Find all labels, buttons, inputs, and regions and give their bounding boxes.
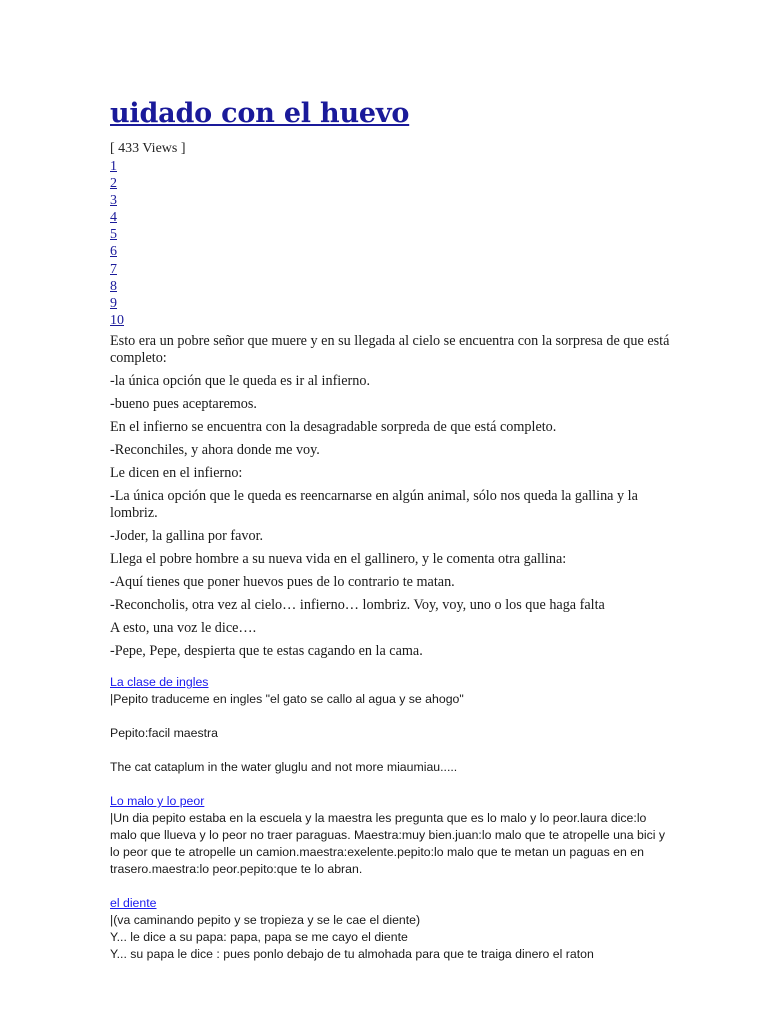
page-link-8[interactable]: 8 bbox=[110, 278, 117, 294]
page-link-7[interactable]: 7 bbox=[110, 261, 117, 277]
page-link-9[interactable]: 9 bbox=[110, 295, 117, 311]
joke-title-clase[interactable]: La clase de ingles bbox=[110, 675, 209, 689]
joke-line: Pepito:facil maestra bbox=[110, 726, 218, 740]
story-paragraph: -Aquí tienes que poner huevos pues de lo contrario te matan. bbox=[110, 574, 455, 590]
story-paragraph: Le dicen en el infierno: bbox=[110, 465, 243, 481]
joke-line: Y... su papa le dice : pues ponlo debajo de tu almohada para que te traiga dinero el raton bbox=[110, 947, 594, 961]
joke-body: |Un dia pepito estaba en la escuela y la maestra les pregunta que es lo malo y lo peor.laura dice:lo malo que llueva y lo peor no traer paraguas. Maestra:muy bien.juan:lo malo que te atropelle una bici y lo peor que te atropelle un camion.maestra:exelente.pepito:lo malo que te metan un paguas en en trasero.maestra:lo peor.pepito:que te lo abran. bbox=[110, 811, 666, 876]
story-paragraph: -Reconchiles, y ahora donde me voy. bbox=[110, 442, 320, 458]
story-paragraph: Esto era un pobre señor que muere y en su llegada al cielo se encuentra con la sorpresa de que está completo: bbox=[110, 333, 670, 366]
page-link-4[interactable]: 4 bbox=[110, 210, 117, 226]
page-link-2[interactable]: 2 bbox=[110, 176, 117, 192]
story-paragraph: A esto, una voz le dice…. bbox=[110, 620, 257, 636]
page-link-10[interactable]: 10 bbox=[110, 312, 124, 328]
views-count: [ 433 Views ] bbox=[110, 141, 186, 156]
story-paragraph: Llega el pobre hombre a su nueva vida en el gallinero, y le comenta otra gallina: bbox=[110, 551, 567, 567]
page-link-3[interactable]: 3 bbox=[110, 193, 117, 209]
page-link-6[interactable]: 6 bbox=[110, 244, 117, 260]
page-link-5[interactable]: 5 bbox=[110, 227, 117, 243]
joke-line: |(va caminando pepito y se tropieza y se le cae el diente) bbox=[110, 913, 421, 927]
page-title[interactable]: uidado con el huevo bbox=[110, 98, 410, 129]
page-link-1[interactable]: 1 bbox=[110, 159, 117, 174]
story-text bbox=[110, 333, 670, 666]
joke-line: |Pepito traduceme en ingles "el gato se callo al agua y se ahogo" bbox=[110, 692, 464, 706]
joke-title-diente[interactable]: el diente bbox=[110, 896, 157, 910]
story-paragraph: -Joder, la gallina por favor. bbox=[110, 528, 264, 544]
joke-title-malo[interactable]: Lo malo y lo peor bbox=[110, 794, 205, 808]
story-paragraph: -Pepe, Pepe, despierta que te estas cagando en la cama. bbox=[110, 643, 423, 659]
pagination bbox=[110, 158, 124, 329]
story-paragraph: -la única opción que le queda es ir al infierno. bbox=[110, 373, 371, 389]
story-paragraph: En el infierno se encuentra con la desagradable sorpreda de que está completo. bbox=[110, 419, 557, 435]
story-paragraph: -bueno pues aceptaremos. bbox=[110, 396, 257, 412]
joke-line: Y... le dice a su papa: papa, papa se me cayo el diente bbox=[110, 930, 408, 944]
joke-line: The cat cataplum in the water gluglu and not more miaumiau..... bbox=[110, 760, 458, 774]
story-paragraph: -Reconcholis, otra vez al cielo… infierno… lombriz. Voy, voy, uno o los que haga falta bbox=[110, 597, 605, 613]
story-paragraph: -La única opción que le queda es reencarnarse en algún animal, sólo nos queda la gallina y la lombriz. bbox=[110, 488, 638, 521]
related-jokes bbox=[110, 674, 670, 963]
